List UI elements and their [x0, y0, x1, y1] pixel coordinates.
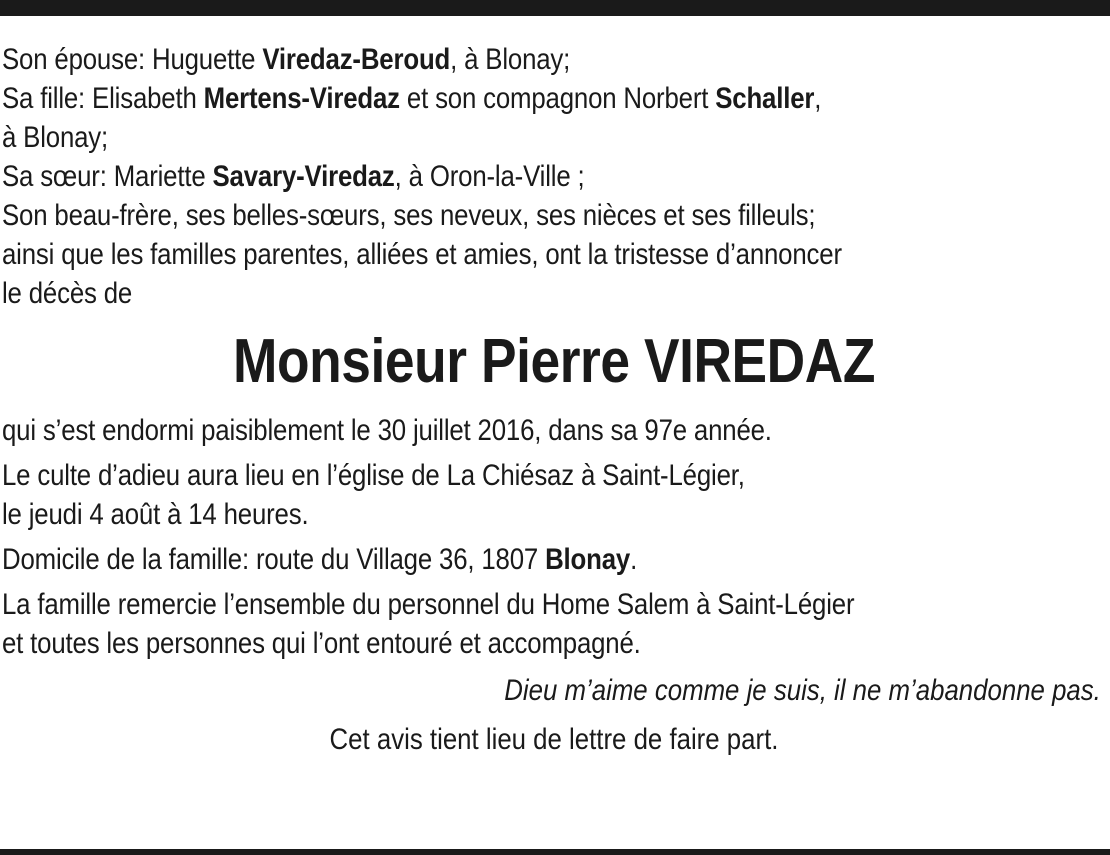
- sister-surname: Savary-Viredaz: [212, 160, 395, 193]
- daughter-surname: Mertens-Viredaz: [203, 82, 400, 115]
- spouse-line: Son épouse: Huguette Viredaz-Beroud, à Blonay;: [2, 43, 571, 76]
- domicile-details: [2, 540, 1106, 579]
- domicile-line: Domicile de la famille: route du Village 36, 1807 Blonay.: [2, 543, 638, 576]
- announce-line: le décès de: [2, 277, 133, 310]
- thanks-line-2: et toutes les personnes qui l’ont entouré et accompagné.: [2, 627, 641, 660]
- top-border-rule: [0, 0, 1110, 16]
- daughter-location-line: à Blonay;: [2, 121, 109, 154]
- death-date-line: qui s’est endormi paisiblement le 30 juillet 2016, dans sa 97e année.: [2, 414, 772, 447]
- service-time-line: le jeudi 4 août à 14 heures.: [2, 498, 309, 531]
- deceased-name: Monsieur Pierre VIREDAZ: [233, 327, 875, 396]
- closing-statement: Cet avis tient lieu de lettre de faire part.: [329, 723, 779, 756]
- sister-line: Sa sœur: Mariette Savary-Viredaz, à Oron-la-Ville ;: [2, 160, 585, 193]
- companion-surname: Schaller: [715, 82, 815, 115]
- thanks-details: [2, 585, 1106, 663]
- service-location-line: Le culte d’adieu aura lieu en l’église de La Chiésaz à Saint-Légier,: [2, 459, 745, 492]
- thanks-line-1: La famille remercie l’ensemble du personnel du Home Salem à Saint-Légier: [2, 588, 855, 621]
- service-details: [2, 456, 1106, 534]
- motto-quote: Dieu m’aime comme je suis, il ne m’abandonne pas.: [504, 674, 1101, 707]
- death-details: [2, 411, 1106, 450]
- daughter-line: Sa fille: Elisabeth Mertens-Viredaz et son compagnon Norbert Schaller,: [2, 82, 822, 115]
- domicile-town: Blonay: [545, 543, 631, 576]
- bottom-border-rule: [0, 849, 1110, 855]
- relatives-line: Son beau-frère, ses belles-sœurs, ses neveux, ses nièces et ses filleuls;: [2, 199, 816, 232]
- spouse-surname: Viredaz-Beroud: [262, 43, 451, 76]
- family-announcement: [2, 40, 1106, 313]
- families-line: ainsi que les familles parentes, alliées et amies, ont la tristesse d’annoncer: [2, 238, 842, 271]
- obituary-notice: [2, 40, 1106, 759]
